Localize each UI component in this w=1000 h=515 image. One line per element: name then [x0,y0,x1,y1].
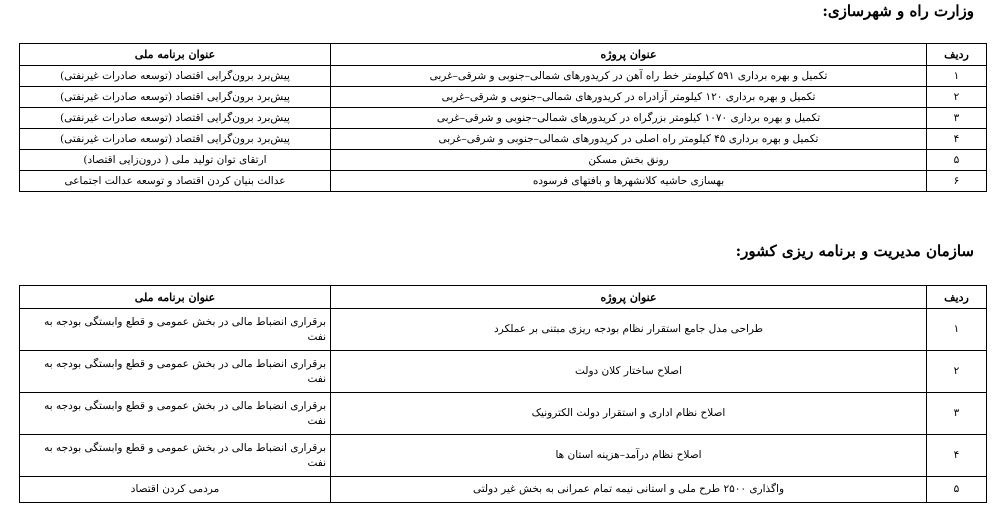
cell-national-program: برقراری انضباط مالی در بخش عمومی و قطع وابستگی بودجه به نفت [20,393,331,435]
table-row [20,171,987,192]
cell-national-program: ارتقای توان تولید ملی ( درون‌زایی اقتصاد) [20,150,331,171]
cell-row-number: ۲ [927,351,987,393]
cell-row-number: ۵ [927,150,987,171]
section-title-planning: سازمان مدیریت و برنامه ریزی کشور: [735,242,974,260]
cell-project-title: طراحی مدل جامع استقرار نظام بودجه ریزی مبتنی بر عملکرد [331,309,927,351]
cell-national-program: برقراری انضباط مالی در بخش عمومی و قطع وابستگی بودجه به نفت [20,351,331,393]
table-row [20,129,987,150]
cell-row-number: ۴ [927,435,987,477]
cell-national-program: پیش‌برد برون‌گرایی اقتصاد (توسعه صادرات غیرنفتی) [20,66,331,87]
cell-row-number: ۳ [927,393,987,435]
table-header-row [20,44,987,66]
cell-national-program: برقراری انضباط مالی در بخش عمومی و قطع وابستگی بودجه به نفت [20,435,331,477]
cell-row-number: ۱ [927,66,987,87]
cell-project-title: تکمیل و بهره برداری ۵۹۱ کیلومتر خط راه آهن در کریدورهای شمالی–جنوبی و شرقی–غربی [331,66,927,87]
cell-project-title: اصلاح ساختار کلان دولت [331,351,927,393]
cell-project-title: اصلاح نظام درآمد–هزینه استان ها [331,435,927,477]
cell-national-program: پیش‌برد برون‌گرایی اقتصاد (توسعه صادرات غیرنفتی) [20,108,331,129]
cell-national-program: برقراری انضباط مالی در بخش عمومی و قطع وابستگی بودجه به نفت [20,309,331,351]
table-row [20,309,987,351]
header-project-title: عنوان پروژه [331,44,927,66]
table-row [20,150,987,171]
cell-row-number: ۱ [927,309,987,351]
table-row [20,108,987,129]
table-row [20,351,987,393]
header-national-program: عنوان برنامه ملی [20,44,331,66]
table-header-row [20,286,987,309]
cell-national-program: پیش‌برد برون‌گرایی اقتصاد (توسعه صادرات غیرنفتی) [20,87,331,108]
cell-row-number: ۲ [927,87,987,108]
table-row [20,66,987,87]
table-row [20,435,987,477]
cell-national-program: پیش‌برد برون‌گرایی اقتصاد (توسعه صادرات غیرنفتی) [20,129,331,150]
cell-row-number: ۶ [927,171,987,192]
header-national-program: عنوان برنامه ملی [20,286,331,309]
cell-project-title: تکمیل و بهره برداری ۱۰۷۰ کیلومتر بزرگراه در کریدورهای شمالی–جنوبی و شرقی–غربی [331,108,927,129]
cell-project-title: اصلاح نظام اداری و استقرار دولت الکترونیک [331,393,927,435]
cell-row-number: ۴ [927,129,987,150]
cell-project-title: تکمیل و بهره برداری ۴۵ کیلومتر راه اصلی در کریدورهای شمالی–جنوبی و شرقی–غربی [331,129,927,150]
cell-project-title: بهسازی حاشیه کلانشهرها و بافتهای فرسوده [331,171,927,192]
cell-project-title: تکمیل و بهره برداری ۱۲۰ کیلومتر آزادراه در کریدورهای شمالی–جنوبی و شرقی–غربی [331,87,927,108]
table-row [20,477,987,503]
header-row-number: ردیف [927,44,987,66]
projects-table-planning [19,285,987,503]
projects-table-roads [19,43,987,192]
cell-row-number: ۳ [927,108,987,129]
table-row [20,393,987,435]
cell-national-program: مردمی کردن اقتصاد [20,477,331,503]
header-project-title: عنوان پروژه [331,286,927,309]
cell-project-title: رونق بخش مسکن [331,150,927,171]
cell-project-title: واگذاری ۲۵۰۰ طرح ملی و استانی نیمه تمام عمرانی به بخش غیر دولتی [331,477,927,503]
table-row [20,87,987,108]
cell-row-number: ۵ [927,477,987,503]
section-title-roads: وزارت راه و شهرسازی: [822,2,974,20]
header-row-number: ردیف [927,286,987,309]
cell-national-program: عدالت بنیان کردن اقتصاد و توسعه عدالت اجتماعی [20,171,331,192]
